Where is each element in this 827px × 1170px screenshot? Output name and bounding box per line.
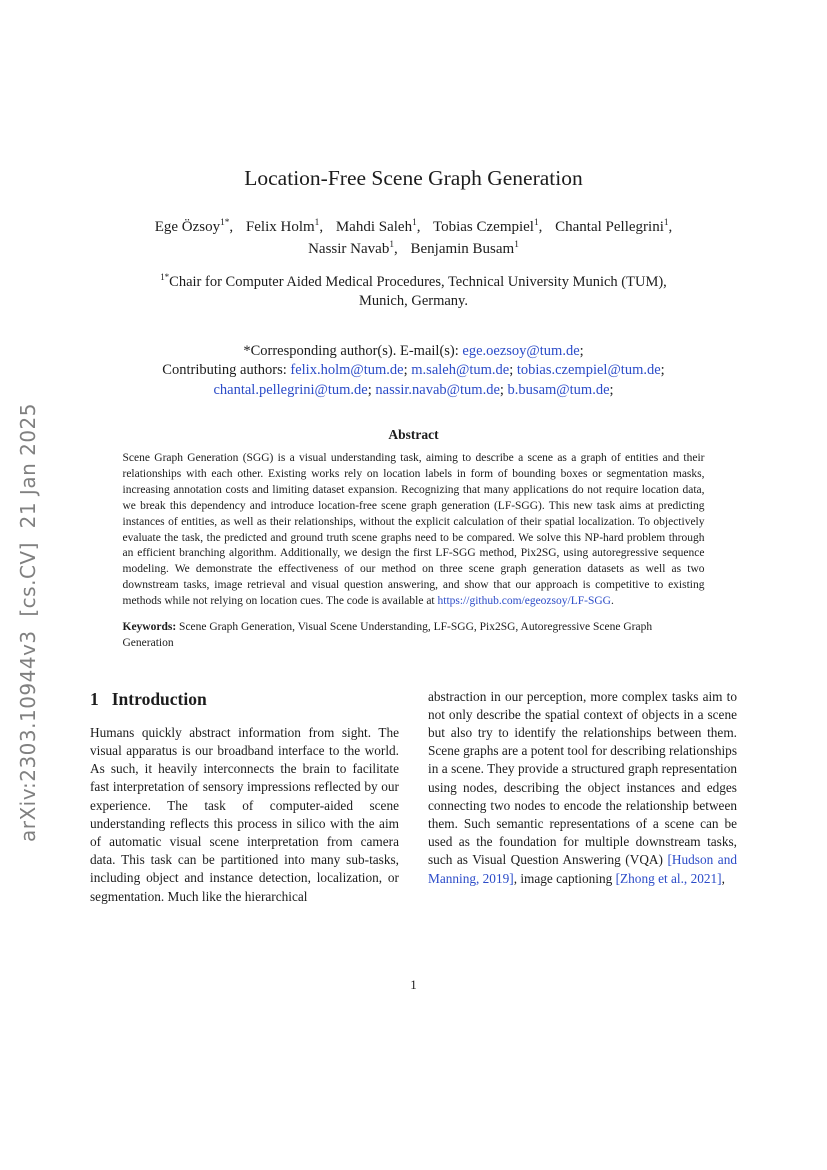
section-number: 1 [90, 688, 99, 709]
paragraph-text: , [721, 870, 725, 886]
abstract-text: Scene Graph Generation (SGG) is a visual understanding task, aiming to describe a scene as a graph of entities and their relationships with each other. Existing works rely on location labels in form of bounding boxes or segmentation masks, increasing annotation costs and limiting dataset expansion. Recognizing that many applications do not require location data, we break this dependency and introduce location-free scene graph generation (LF-SGG). This new task aims at predicting instances of entities, as well as their relationships, without the explicit calculation of their spatial localization. To objectively evaluate the task, the predicted and ground truth scene graphs need to be compared. We solve this NP-hard problem through an efficient branching algorithm. Additionally, we design the first LF-SGG method, Pix2SG, using autoregressive sequence modeling. We demonstrate the effectiveness of our method on three scene graph generation datasets as well as two downstream tasks, image retrieval and visual question answering, and show that our approach is competitive to existing methods while not relying on location cues. The code is available at [122, 452, 705, 608]
separator: ; [660, 362, 665, 379]
author-name: Felix Holm [245, 218, 315, 235]
contributing-authors-line-1 [0, 361, 827, 381]
left-column [90, 688, 399, 906]
author-separator: , [393, 240, 398, 257]
abstract-heading: Abstract [388, 427, 439, 443]
author-separator: , [416, 218, 421, 235]
affiliation-superscript: 1* [160, 271, 170, 282]
keywords-label: Keywords: [122, 620, 177, 633]
author-superscript: 1 [389, 239, 394, 250]
author-tobias-czempiel [433, 219, 542, 235]
author-separator: , [538, 218, 543, 235]
author-line-2 [0, 238, 827, 260]
author-mahdi-saleh [336, 219, 421, 235]
keywords-line [123, 620, 705, 652]
author-name: Mahdi Saleh [335, 218, 413, 235]
affiliation-line-2: Munich, Germany. [359, 293, 468, 310]
email-link-ege[interactable]: ege.oezsoy@tum.de [462, 342, 580, 359]
author-nassir-navab [308, 241, 398, 257]
author-name: Tobias Czempiel [432, 218, 534, 235]
separator: ; [509, 362, 517, 379]
contributing-authors-line-2 [0, 381, 827, 401]
author-superscript: 1* [220, 217, 230, 228]
abstract-body [123, 451, 705, 610]
email-link-nassir[interactable]: nassir.navab@tum.de [375, 381, 500, 398]
correspondence-block [0, 342, 827, 401]
affiliation-text: Chair for Computer Aided Medical Procedures, Technical University Munich (TUM), [169, 273, 667, 290]
affiliation-line-1 [0, 273, 827, 293]
contributing-label: Contributing authors: [162, 362, 291, 379]
abstract-section [123, 427, 705, 651]
email-link-busam[interactable]: b.busam@tum.de [507, 381, 610, 398]
email-link-mahdi[interactable]: m.saleh@tum.de [411, 362, 510, 379]
separator: ; [609, 381, 614, 398]
paragraph-text: , image captioning [513, 870, 616, 886]
paragraph-text: abstraction in our perception, more complex tasks aim to not only describe the spatial context of objects in a scene but also try to identify the relationships between them. Scene graphs are a potent tool for describing relationships in a scene. They provide a structured graph representation using nodes, describing the object instances and edges connecting two nodes to encode the relationship between them. Such semantic representations of a scene can be used as the foundation for multiple downstream tasks, such as Visual Question Answering (VQA) [428, 688, 737, 868]
author-line-1 [0, 216, 827, 238]
author-superscript: 1 [314, 217, 320, 228]
email-link-felix[interactable]: felix.holm@tum.de [290, 362, 404, 379]
email-link-tobias[interactable]: tobias.czempiel@tum.de [516, 362, 661, 379]
corresponding-author-line [0, 342, 827, 362]
two-column-body [90, 688, 737, 906]
section-heading-introduction [90, 690, 399, 709]
author-name: Ege Özsoy [154, 218, 221, 235]
author-superscript: 1 [412, 217, 417, 228]
paper-title: Location-Free Scene Graph Generation [244, 166, 583, 190]
separator: ; [367, 381, 376, 398]
corresponding-label: *Corresponding author(s). E-mail(s): [243, 342, 463, 359]
author-list [0, 216, 827, 260]
author-superscript: 1 [663, 217, 669, 228]
author-ege-ozsoy [155, 219, 233, 235]
introduction-paragraph-left: Humans quickly abstract information from sight. The visual apparatus is our broadband interface to the world. As such, it heavily interconnects the brain to facilitate fast interpretation of sensory impressions reflected by our experience. The task of computer-aided scene understanding reflects this process in silico with the aim of automatic visual scene interpretation from camera data. This task can be partitioned into many sub-tasks, including object and instance detection, localization, or segmentation. Much like the hierarchical [90, 724, 399, 904]
author-name: Benjamin Busam [410, 240, 515, 257]
author-separator: , [229, 218, 234, 235]
author-superscript: 1 [514, 239, 519, 250]
section-title: Introduction [111, 688, 207, 709]
author-chantal-pellegrini [555, 219, 672, 235]
author-superscript: 1 [533, 217, 539, 228]
separator: ; [579, 342, 584, 359]
affiliation [0, 273, 827, 312]
code-repository-link[interactable]: https://github.com/egeozsoy/LF-SGG [437, 595, 611, 608]
citation-link-hudson-manning[interactable]: [Hudson and Manning, 2019] [428, 852, 737, 886]
keywords-text: Scene Graph Generation, Visual Scene Understanding, LF-SGG, Pix2SG, Autoregressive Scene Graph Generation [122, 620, 653, 649]
page-number: 1 [410, 977, 417, 992]
author-name: Chantal Pellegrini [555, 218, 664, 235]
author-separator: , [668, 218, 673, 235]
arxiv-watermark: arXiv:2303.10944v3 [cs.CV] 21 Jan 2025 [16, 403, 40, 843]
author-benjamin-busam [410, 241, 518, 257]
introduction-paragraph-right [428, 688, 737, 888]
author-name: Nassir Navab [308, 240, 390, 257]
abstract-suffix: . [610, 595, 614, 608]
author-felix-holm [246, 219, 323, 235]
separator: ; [499, 381, 508, 398]
right-column [428, 688, 737, 906]
citation-link-zhong[interactable]: [Zhong et al., 2021] [615, 870, 722, 886]
email-link-chantal[interactable]: chantal.pellegrini@tum.de [213, 381, 368, 398]
author-separator: , [319, 218, 324, 235]
separator: ; [403, 362, 412, 379]
